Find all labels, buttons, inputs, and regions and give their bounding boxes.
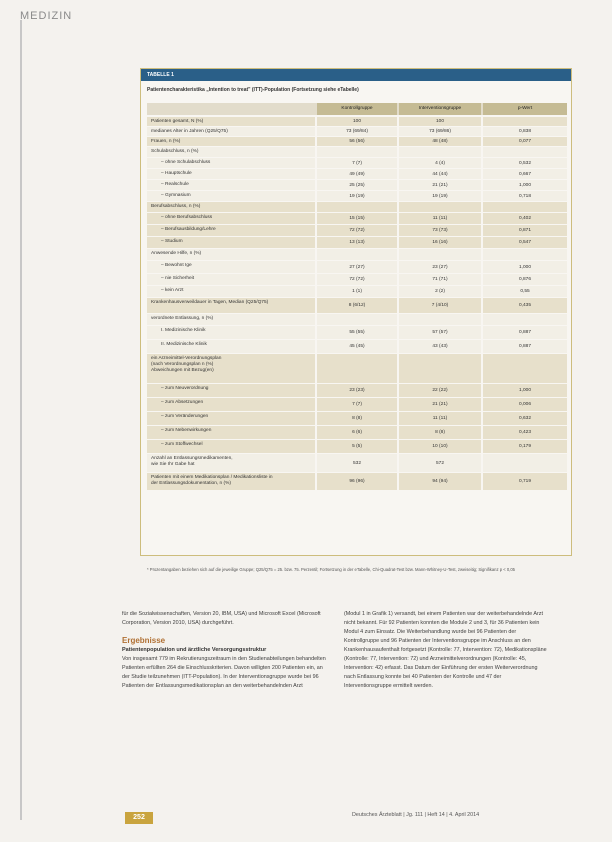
row-label: – zum Veränderungen [147,412,315,425]
p-value [483,202,567,212]
control-value: 19 (19) [317,191,397,201]
intervention-value: 22 (22) [399,384,481,397]
table-row [147,426,567,440]
table-row [147,274,567,286]
control-value: 25 (25) [317,180,397,190]
table-row [147,473,567,491]
row-label: – ohne Berufsabschluss [147,213,315,224]
table-row [147,454,567,473]
row-label: – kein Arzt [147,286,315,297]
table-row [147,169,567,180]
table-row [147,412,567,426]
control-value: 73 (69/84) [317,127,397,136]
intervention-value: 71 (71) [399,274,481,285]
control-value: 13 (13) [317,237,397,248]
intervention-value: 73 (69/86) [399,127,481,136]
control-value: 56 (56) [317,137,397,146]
text-column-left [122,610,327,691]
p-value: 0,55 [483,286,567,297]
table-footnote: * Prozentangaben beziehen sich auf die jeweilige Gruppe; Q25/Q75 = 25. bzw. 75. Perzentil; Fortsetzung in der eTabelle, Chi-Quadrat-Test bzw. Mann-Whitney-U-Test, zweiseitig; Signifikanz p < 0,05 [147,567,515,572]
p-value [483,147,567,157]
table-row [147,137,567,147]
intervention-value: 4 (4) [399,158,481,168]
intervention-value: 44 (44) [399,169,481,179]
table-row [147,261,567,274]
intervention-value: 16 (16) [399,237,481,248]
intervention-value: 8 (8) [399,426,481,439]
p-value: 0,547 [483,237,567,248]
p-value [483,454,567,472]
p-value: 0,423 [483,426,567,439]
row-label: I. Medizinische Klinik [147,326,315,339]
p-value: 1,000 [483,180,567,190]
row-label: – ohne Schulabschluss [147,158,315,168]
patient-characteristics-table [140,68,572,572]
control-value: 72 (72) [317,274,397,285]
control-value: 532 [317,454,397,472]
control-value [317,249,397,260]
intervention-value [399,314,481,325]
intervention-value: 43 (43) [399,340,481,353]
row-label: – Studium [147,237,315,248]
p-value: 0,632 [483,412,567,425]
table-row [147,298,567,314]
table-row [147,314,567,326]
intervention-value [399,354,481,383]
table-row [147,147,567,158]
p-value: 0,667 [483,169,567,179]
p-value: 0,402 [483,213,567,224]
table-row [147,180,567,191]
intervention-value: 7 (4/10) [399,298,481,313]
row-label: Krankenhausverweildauer in Tagen, Median (Q25/Q75) [147,298,315,313]
control-value: 100 [317,117,397,126]
p-value [483,117,567,126]
intervention-value: 10 (10) [399,440,481,453]
control-value [317,147,397,157]
p-value: 0,006 [483,398,567,411]
table-row [147,326,567,340]
intervention-value: 11 (11) [399,213,481,224]
p-value: 0,532 [483,158,567,168]
intervention-value [399,249,481,260]
p-value: 0,871 [483,225,567,236]
intervention-value: 11 (11) [399,412,481,425]
control-value: 15 (15) [317,213,397,224]
control-value: 45 (45) [317,340,397,353]
table-row [147,384,567,398]
p-value: 0,179 [483,440,567,453]
intervention-value: 21 (21) [399,180,481,190]
table-header-row [147,103,567,115]
control-value: 7 (7) [317,398,397,411]
intervention-value: 23 (27) [399,261,481,273]
control-value: 96 (96) [317,473,397,490]
table-row [147,158,567,169]
table-label: TABELLE 1 [141,69,571,81]
intervention-value: 57 (57) [399,326,481,339]
text-column-right [344,610,549,691]
row-label: Patienten gesamt, N (%) [147,117,315,126]
control-value [317,354,397,383]
intervention-value: 94 (94) [399,473,481,490]
column-header-intervention: Interventionsgruppe [399,103,481,115]
intervention-value [399,147,481,157]
table-row [147,398,567,412]
page-number: 252 [125,812,153,824]
row-label: II. Medizinische Klinik [147,340,315,353]
p-value: 0,718 [483,191,567,201]
row-label: – Hauptschule [147,169,315,179]
control-value [317,202,397,212]
table-row [147,117,567,127]
journal-citation: Deutsches Ärzteblatt | Jg. 111 | Heft 14 | 4. April 2014 [352,812,480,818]
p-value: 0,719 [483,473,567,490]
intervention-value: 21 (21) [399,398,481,411]
row-label: – Realschule [147,180,315,190]
table-row [147,354,567,384]
row-label: – Gymnasium [147,191,315,201]
page-edge-line [20,20,22,820]
row-label: – zum Nebenwirkungen [147,426,315,439]
row-label: ein Arzneimittel-Verordnungsplan (nach Verordnungsplan n (%) Abweichungen mit Bezug(en) [147,354,315,383]
intervention-value: 73 (73) [399,225,481,236]
row-label: medianes Alter in Jahren (Q25/Q75) [147,127,315,136]
intervention-value: 48 (48) [399,137,481,146]
table-row [147,249,567,261]
p-value [483,314,567,325]
row-label: Schulabschluss, n (%) [147,147,315,157]
table-row [147,237,567,249]
results-paragraph-right: (Modul 1 in Grafik 1) versandt, bei einem Patienten war der weiterbehandelnde Arzt nicht bekannt. Für 92 Patienten konnten die Module 2 und 3, für 36 Patienten kein Modul 4 zum Einsatz. Die Weiterbehandlung wurde bei 96 Patienten der Kontrollgruppe und 96 Patienten der Interventionsgruppe im Anschluss an den Krankenhausaufenthalt fortgesetzt (Kontrolle: 77, Intervention: 72), Medikationspläne (Kontrolle: 77, Intervention: 72) und Arzneimittelverordnungen (Kontrolle: 45, Intervention: 42) erfasst. Das Datum der Einführung der ersten Weiterverordnung nach Entlassung konnte bei 40 Patienten der Kontrolle und 47 der Interventionsgruppe ermittelt werden. [344,611,547,689]
control-value: 8 (8) [317,412,397,425]
table-row [147,340,567,354]
row-label: Frauen, n (%) [147,137,315,146]
control-value: 49 (49) [317,169,397,179]
control-value [317,314,397,325]
p-value: 0,077 [483,137,567,146]
table-row [147,127,567,137]
results-paragraph-left: Von insgesamt 779 im Rekrutierungszeitraum in den Studienabteilungen behandelten Patienten erfüllten 264 die Einschlusskriterien. Davon willigten 200 Patienten ein, an der Studie teilzunehmen (ITT-Population). In der Interventionsgruppe wurde bei 96 Patienten der Entlassungsmedikationsplan an den weiterbehandelnden Arzt [122,656,326,689]
table-body [147,117,567,491]
p-value: 1,000 [483,261,567,273]
control-value: 23 (23) [317,384,397,397]
p-value [483,354,567,383]
p-value: 0,887 [483,326,567,339]
row-label: – nie Sicherheit [147,274,315,285]
p-value: 0,887 [483,340,567,353]
table-row [147,286,567,298]
row-label: Anzahl an Entlassungsmedikamenten, wie Sie Ihr Gabe hat [147,454,315,472]
results-heading: Ergebnisse [122,636,166,645]
intervention-value [399,202,481,212]
section-header: MEDIZIN [20,10,73,22]
control-value: 72 (72) [317,225,397,236]
intro-paragraph: für die Sozialwissenschaften, Version 20, IBM, USA) und Microsoft Excel (Microsoft Corporation, Version 2010, USA) durchgeführt. [122,611,321,626]
row-label: – Bewohnt Ige [147,261,315,273]
table-row [147,440,567,454]
control-value: 27 (27) [317,261,397,273]
table-row [147,225,567,237]
p-value: 0,838 [483,127,567,136]
intervention-value: 2 (2) [399,286,481,297]
p-value: 0,876 [483,274,567,285]
control-value: 8 (6/12) [317,298,397,313]
row-label: Patienten mit einem Medikationsplan / Medikationsliste in der Entlassungsdokumentation, n (%) [147,473,315,490]
row-label: Anwesende Hilfe, n (%) [147,249,315,260]
intervention-value: 19 (19) [399,191,481,201]
row-label: – Berufsausbildung/Lehre [147,225,315,236]
control-value: 5 (5) [317,440,397,453]
control-value: 1 (1) [317,286,397,297]
control-value: 7 (7) [317,158,397,168]
row-label: Berufsabschluss, n (%) [147,202,315,212]
column-header-control: Kontrollgruppe [317,103,397,115]
table-row [147,202,567,213]
control-value: 6 (6) [317,426,397,439]
table-row [147,191,567,202]
row-label: – zum Absetzungen [147,398,315,411]
p-value: 0,435 [483,298,567,313]
row-label: – zum Stoffwechsel [147,440,315,453]
column-header-p-value: p-Wert [483,103,567,115]
row-label: – zum Neuverordnung [147,384,315,397]
intervention-value: 572 [399,454,481,472]
row-label: verordnete Entlassung, n (%) [147,314,315,325]
p-value: 1,000 [483,384,567,397]
results-subheading: Patientenpopulation und ärztliche Versorgungsstruktur [122,647,267,653]
control-value: 55 (55) [317,326,397,339]
p-value [483,249,567,260]
table-row [147,213,567,225]
table-title: Patientencharakteristika „Intention to treat" (ITT)-Population (Fortsetzung siehe eTabelle) [147,87,359,93]
intervention-value: 100 [399,117,481,126]
